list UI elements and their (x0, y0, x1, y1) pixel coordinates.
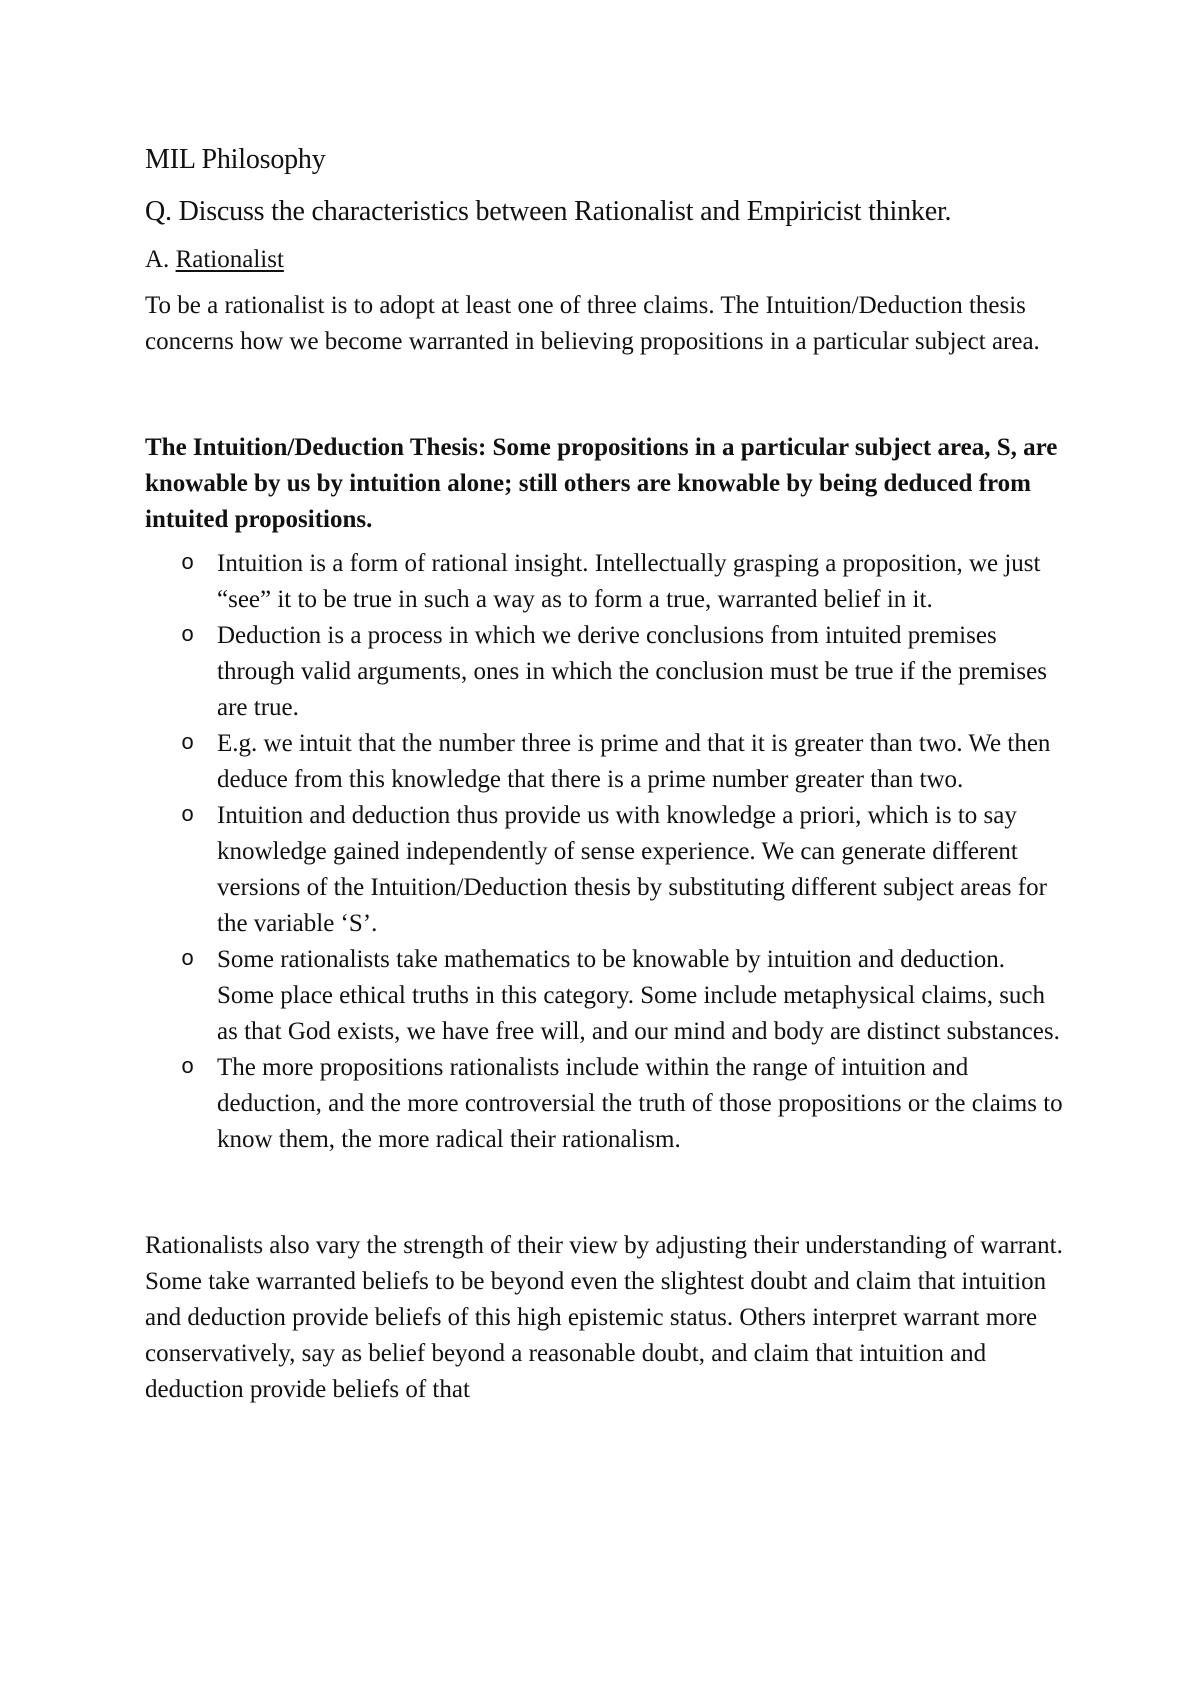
bullet-marker: o (181, 731, 195, 756)
bullet-list (145, 546, 1065, 1158)
list-item (181, 618, 1065, 726)
list-item (181, 726, 1065, 798)
list-item-text: Intuition is a form of rational insight. Intellectually grasping a proposition, we just “see” it to be true in such a way as to form a true, warranted belief in it. (217, 550, 1041, 613)
list-item (181, 798, 1065, 942)
course-title: MIL Philosophy (145, 144, 326, 175)
list-item (181, 942, 1065, 1050)
list-item-text: Intuition and deduction thus provide us with knowledge a priori, which is to say knowledge gained independently of sense experience. We can generate different versions of the Intuition/Deduction thesis by substituting different subject areas for the variable ‘S’. (217, 802, 1047, 937)
answer-heading-title: Rationalist (175, 246, 284, 273)
list-item-text: The more propositions rationalists include within the range of intuition and deduction, and the more controversial the truth of those propositions or the claims to know them, the more radical their rationalism. (217, 1054, 1063, 1153)
answer-heading (145, 242, 1065, 278)
thesis-statement: The Intuition/Deduction Thesis: Some propositions in a particular subject area, S, are knowable by us by intuition alone; still others are knowable by being deduced from intuited propositions. (145, 434, 1058, 533)
document-body (145, 140, 1065, 1408)
bullet-marker: o (181, 551, 195, 576)
question-text: Q. Discuss the characteristics between Rationalist and Empiricist thinker. (145, 196, 952, 227)
list-item-text: Some rationalists take mathematics to be knowable by intuition and deduction. Some place ethical truths in this category. Some include metaphysical claims, such as that God exists, we have free will, and our mind and body are distinct substances. (217, 946, 1060, 1045)
answer-prefix: A. (145, 246, 176, 273)
intro-paragraph: To be a rationalist is to adopt at least one of three claims. The Intuition/Deduction thesis concerns how we become warranted in believing propositions in a particular subject area. (145, 292, 1040, 355)
list-item-text: E.g. we intuit that the number three is prime and that it is greater than two. We then deduce from this knowledge that there is a prime number greater than two. (217, 730, 1051, 793)
bullet-marker: o (181, 947, 195, 972)
bullet-marker: o (181, 623, 195, 648)
list-item (181, 1050, 1065, 1158)
list-item-text: Deduction is a process in which we derive conclusions from intuited premises through valid arguments, ones in which the conclusion must be true if the premises are true. (217, 622, 1047, 721)
closing-paragraph: Rationalists also vary the strength of their view by adjusting their understanding of warrant. Some take warranted beliefs to be beyond even the slightest doubt and claim that intuition and deduction provide beliefs of this high epistemic status. Others interpret warrant more conservatively, say as belief beyond a reasonable doubt, and claim that intuition and deduction provide beliefs of that (145, 1232, 1063, 1403)
bullet-marker: o (181, 1055, 195, 1080)
list-item (181, 546, 1065, 618)
bullet-marker: o (181, 803, 195, 828)
